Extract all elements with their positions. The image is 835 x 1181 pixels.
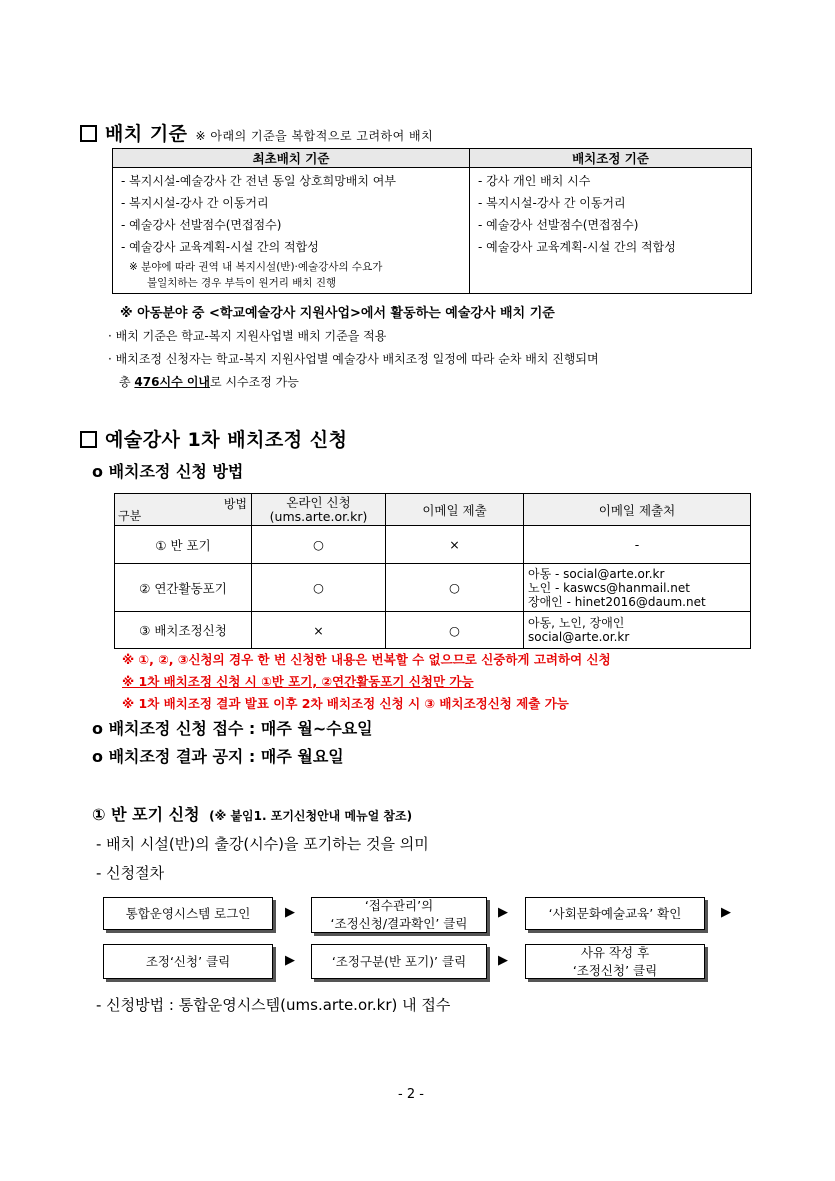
email-address: 장애인 - hinet2016@daum.net — [528, 594, 706, 609]
give-up-class-heading — [92, 802, 412, 825]
item-text: 총 — [119, 375, 135, 389]
step-text: ‘조정신청/결과확인’ 클릭 — [330, 916, 468, 931]
flow-step-check-category: ‘사회문화예술교육’ 확인 — [525, 897, 705, 930]
corner-top-label: 방법 — [223, 497, 247, 511]
heading-text: ① 반 포기 신청 — [92, 805, 200, 824]
online-mark: × — [252, 612, 386, 649]
header-text: 온라인 신청 — [286, 494, 351, 510]
online-mark: ○ — [252, 564, 386, 612]
section-title: 배치 기준 — [105, 123, 188, 145]
method-subheading: o 배치조정 신청 방법 — [92, 462, 244, 481]
email-address: 노인 - kaswcs@hanmail.net — [528, 580, 690, 595]
child-criteria-item: · 배치조정 신청자는 학교-복지 지원사업별 예술강사 배치조정 일정에 따라 순차 배치 진행되며 — [108, 352, 599, 366]
email-mark: × — [386, 526, 524, 564]
header-text: (ums.arte.or.kr) — [269, 508, 368, 524]
warning-note: ※ 1차 배치조정 결과 발표 이후 2차 배치조정 신청 시 ③ 배치조정신청 제출 가능 — [122, 696, 569, 711]
page-number: - 2 - — [398, 1087, 424, 1102]
corner-bottom-label: 구분 — [118, 509, 142, 523]
table-row — [115, 526, 751, 564]
email-dest — [524, 612, 751, 649]
notice-schedule: o 배치조정 결과 공지 : 매주 월요일 — [92, 747, 344, 766]
flow-step-select-type: ‘조정구분(반 포기)’ 클릭 — [311, 944, 487, 979]
list-item: - 복지시설-예술강사 간 전년 동일 상호희망배치 여부 — [121, 174, 396, 188]
heading-note: (※ 붙임1. 포기신청안내 메뉴얼 참조) — [209, 809, 413, 823]
flow-step-receipt-menu — [311, 897, 487, 933]
list-item: - 예술강사 교육계획-시설 간의 적합성 — [478, 240, 676, 254]
arrow-right-icon: ▶ — [285, 953, 295, 968]
col-header-initial: 최초배치 기준 — [113, 149, 470, 168]
note-line: 불일치하는 경우 부득이 원거리 배치 진행 — [147, 277, 337, 289]
receipt-schedule: o 배치조정 신청 접수 : 매주 월~수요일 — [92, 719, 373, 738]
email-dest: - — [524, 526, 751, 564]
table-corner-cell — [115, 494, 252, 526]
arrow-right-icon: ▶ — [498, 953, 508, 968]
list-item: - 복지시설-강사 간 이동거리 — [478, 196, 626, 210]
arrow-right-icon: ▶ — [285, 905, 295, 920]
note-line: ※ 분야에 따라 권역 내 복지시설(반)·예술강사의 수요가 — [129, 261, 383, 273]
row-label: ② 연간활동포기 — [115, 564, 252, 612]
step-text: ‘접수관리’의 — [364, 898, 434, 913]
row-label: ③ 배치조정신청 — [115, 612, 252, 649]
arrow-right-icon: ▶ — [721, 905, 731, 920]
item-text: 로 시수조정 가능 — [210, 375, 299, 389]
section-heading-placement-criteria — [80, 119, 433, 146]
procedure-label: - 신청절차 — [96, 864, 165, 882]
hours-limit: 476시수 이내 — [134, 375, 211, 389]
section-heading-adjustment-request — [80, 425, 347, 452]
email-mark: ○ — [386, 564, 524, 612]
row-label: ① 반 포기 — [115, 526, 252, 564]
item-text: 배치 기준은 학교-복지 지원사업별 배치 기준을 적용 — [115, 329, 387, 343]
email-address: 아동, 노인, 장애인 — [528, 616, 625, 630]
warning-note: ※ ①, ②, ③신청의 경우 한 번 신청한 내용은 번복할 수 없으므로 신중하게 고려하여 신청 — [122, 652, 611, 667]
warning-note: ※ 1차 배치조정 신청 시 ①반 포기, ②연간활동포기 신청만 가능 — [122, 674, 474, 689]
col-header-adjustment: 배치조정 기준 — [470, 149, 752, 168]
step-text: 사유 작성 후 — [580, 944, 650, 960]
online-mark: ○ — [252, 526, 386, 564]
give-up-meaning: - 배치 시설(반)의 출강(시수)을 포기하는 것을 의미 — [96, 835, 429, 853]
email-address: 아동 - social@arte.or.kr — [528, 566, 665, 581]
child-criteria-title: ※ 아동분야 중 <학교예술강사 지원사업>에서 활동하는 예술강사 배치 기준 — [120, 306, 555, 321]
item-text: 배치조정 신청자는 학교-복지 지원사업별 예술강사 배치조정 일정에 따라 순차 배치 진행되며 — [115, 352, 599, 366]
arrow-right-icon: ▶ — [498, 905, 508, 920]
header-email: 이메일 제출 — [386, 494, 524, 526]
section-title: 예술강사 1차 배치조정 신청 — [105, 429, 348, 451]
application-method: - 신청방법 : 통합운영시스템(ums.arte.or.kr) 내 접수 — [96, 996, 451, 1014]
square-bullet-icon — [80, 125, 97, 142]
initial-criteria-cell — [113, 168, 470, 294]
placement-criteria-table — [112, 148, 752, 294]
header-email-dest: 이메일 제출처 — [524, 494, 751, 526]
list-item: - 강사 개인 배치 시수 — [478, 174, 591, 188]
child-criteria-item: · 배치 기준은 학교-복지 지원사업별 배치 기준을 적용 — [108, 329, 387, 343]
square-bullet-icon — [80, 431, 97, 448]
flow-step-click-request: 조정‘신청’ 클릭 — [103, 944, 273, 979]
list-item: - 예술강사 선발점수(면접점수) — [478, 218, 639, 232]
email-address: social@arte.or.kr — [528, 630, 630, 644]
step-text: ‘조정신청’ 클릭 — [572, 962, 658, 978]
request-method-table — [114, 493, 751, 649]
flow-step-login: 통합운영시스템 로그인 — [103, 897, 273, 930]
email-mark: ○ — [386, 612, 524, 649]
flow-step-write-reason — [525, 944, 705, 979]
email-dest — [524, 564, 751, 612]
table-row — [115, 564, 751, 612]
table-row — [115, 612, 751, 649]
list-item: - 예술강사 선발점수(면접점수) — [121, 218, 282, 232]
header-online — [252, 494, 386, 526]
list-item: - 복지시설-강사 간 이동거리 — [121, 196, 269, 210]
section-note: ※ 아래의 기준을 복합적으로 고려하여 배치 — [195, 129, 434, 143]
adjustment-criteria-cell — [470, 168, 752, 294]
list-item: - 예술강사 교육계획-시설 간의 적합성 — [121, 240, 319, 254]
child-criteria-item-cont — [119, 373, 299, 390]
